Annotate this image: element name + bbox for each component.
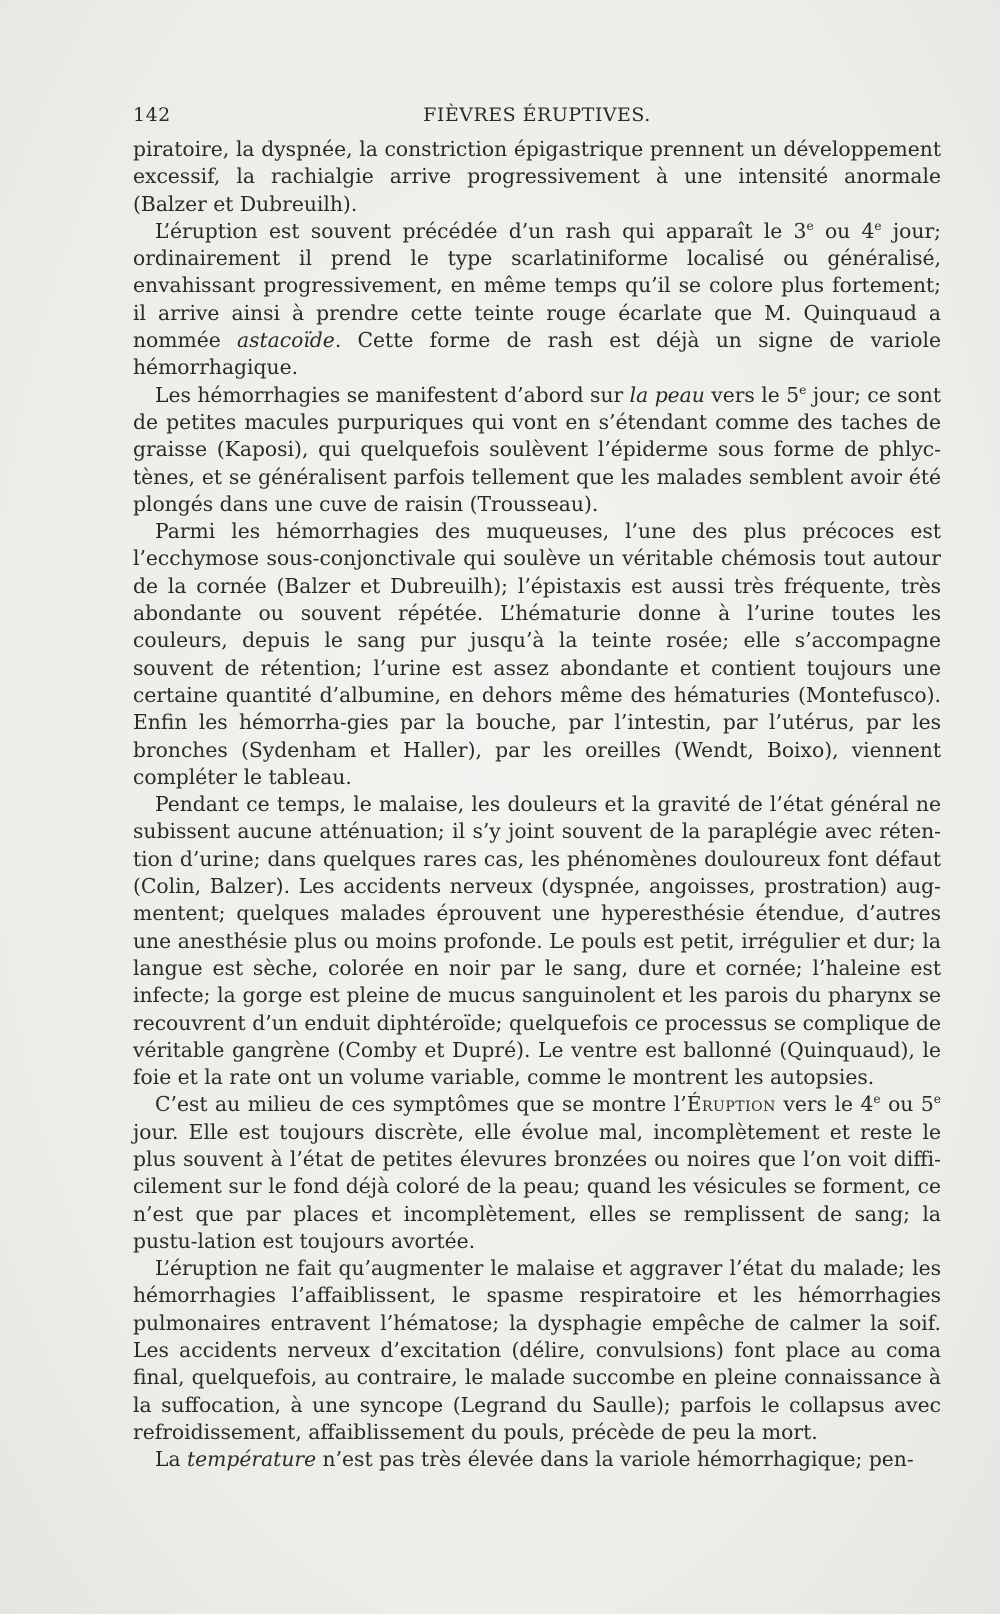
text-run: jour. Elle est toujours discrète, elle évolue mal, incomplètement et reste le plus souvent à l’état de petites élevures bronzées ou noires que l’on voit diffi-cilement sur le fond déjà coloré de la peau; quand les vésicules se forment, ce n’est que par places et incomplètement, elles se remplissent de sang; la pustu-lation est toujours avortée. [133, 1119, 941, 1253]
text-run: n’est pas très élevée dans la variole hémorrhagique; pen- [316, 1447, 914, 1472]
text-run: L’éruption est souvent précédée d’un rash qui apparaît le 3 [155, 218, 807, 243]
paragraph-p3 [133, 518, 941, 791]
text-run: ou 5 [880, 1092, 934, 1117]
ordinal-superscript: e [933, 1092, 941, 1107]
paragraph-p0 [133, 136, 941, 218]
ordinal-superscript: e [873, 1092, 881, 1107]
paragraph-p5 [133, 1091, 941, 1255]
text-run: . Cette forme de rash est déjà un signe de variole hémorrhagique. [133, 328, 941, 380]
text-run: C’est au milieu de ces symptômes que se montre l’ [155, 1092, 687, 1117]
paragraph-p2 [133, 382, 941, 518]
body-text [133, 136, 941, 1474]
text-run: vers le 5 [704, 382, 800, 407]
italic-text: température [187, 1447, 317, 1472]
paragraph-p6 [133, 1255, 941, 1446]
text-run: L’éruption ne fait qu’augmenter le malaise et aggraver l’état du malade; les hémorrhagies l’affaiblissent, le spasme respiratoire et les hémorrhagies pulmonaires entravent l’hématose; la dysphagie empêche de calmer la soif. Les accidents nerveux d’excitation (délire, convulsions) font place au coma final, quelquefois, au contraire, le malade succombe en pleine connaissance à la suffocation, à une syncope (Legrand du Saulle); parfois le collapsus avec refroidissement, affaiblissement du pouls, précède de peu la mort. [133, 1256, 941, 1444]
paragraph-p1 [133, 218, 941, 382]
running-head [133, 104, 941, 128]
ordinal-superscript: e [799, 382, 807, 397]
paragraph-p7 [133, 1446, 941, 1473]
text-run: vers le 4 [775, 1092, 874, 1117]
text-run: ou 4 [813, 218, 875, 243]
text-run: jour; ordinairement il prend le type scarlatiniforme localisé ou généralisé, envahissant progressivement, en même temps qu’il se colore plus fortement; il arrive ainsi à prendre cette teinte rouge écarlate que M. Quinquaud a nommée [133, 218, 941, 353]
text-run: jour; ce sont de petites macules purpuriques qui vont en s’étendant comme des taches de graisse (Kaposi), qui quelquefois soulèvent l’épiderme sous forme de phlyc-tènes, et se généralisent parfois tellement que les malades semblent avoir été plongés dans une cuve de raisin (Trousseau). [133, 382, 942, 516]
page-number: 142 [133, 104, 171, 126]
italic-text: la peau [629, 382, 705, 407]
ordinal-superscript: e [806, 219, 814, 234]
text-run: Les hémorrhagies se manifestent d’abord sur [155, 382, 630, 407]
running-title: FIÈVRES ÉRUPTIVES. [423, 104, 651, 126]
text-run: Pendant ce temps, le malaise, les douleurs et la gravité de l’état général ne subissent aucune atténuation; il s’y joint souvent de la paraplégie avec réten-tion d’urine; dans quelques rares cas, les phénomènes douloureux font défaut (Colin, Balzer). Les accidents nerveux (dyspnée, angoisses, prostration) aug-mentent; quelques malades éprouvent une hyperesthésie étendue, d’autres une anesthésie plus ou moins profonde. Le pouls est petit, irrégulier et dur; la langue est sèche, colorée en noir par le sang, dure et cornée; l’haleine est infecte; la gorge est pleine de mucus sanguinolent et les parois du pharynx se recouvrent d’un enduit diphtéroïde; quelquefois ce processus se complique de véritable gangrène (Comby et Dupré). Le ventre est ballonné (Quinquaud), le foie et la rate ont un volume variable, comme le montrent les autopsies. [133, 792, 941, 1090]
text-run: La [155, 1447, 188, 1472]
ordinal-superscript: e [874, 219, 882, 234]
smallcaps-term: Éruption [686, 1092, 776, 1117]
paragraph-p4 [133, 791, 941, 1091]
italic-text: astacoïde [237, 328, 335, 353]
text-run: piratoire, la dyspnée, la constriction épigastrique prennent un développement excessif, la rachialgie arrive progressivement à une intensité anormale (Balzer et Dubreuilh). [133, 137, 941, 216]
text-run: Parmi les hémorrhagies des muqueuses, l’une des plus précoces est l’ecchymose sous-conjonctivale qui soulève un véritable chémosis tout autour de la cornée (Balzer et Dubreuilh); l’épistaxis est aussi très fréquente, très abondante ou souvent répétée. L’hématurie donne à l’urine toutes les couleurs, depuis le sang pur jusqu’à la teinte rosée; elle s’accompagne souvent de rétention; l’urine est assez abondante et contient toujours une certaine quantité d’albumine, en dehors même des hématuries (Montefusco). Enfin les hémorrha-gies par la bouche, par l’intestin, par l’utérus, par les bronches (Sydenham et Haller), par les oreilles (Wendt, Boixo), viennent compléter le tableau. [133, 519, 941, 789]
